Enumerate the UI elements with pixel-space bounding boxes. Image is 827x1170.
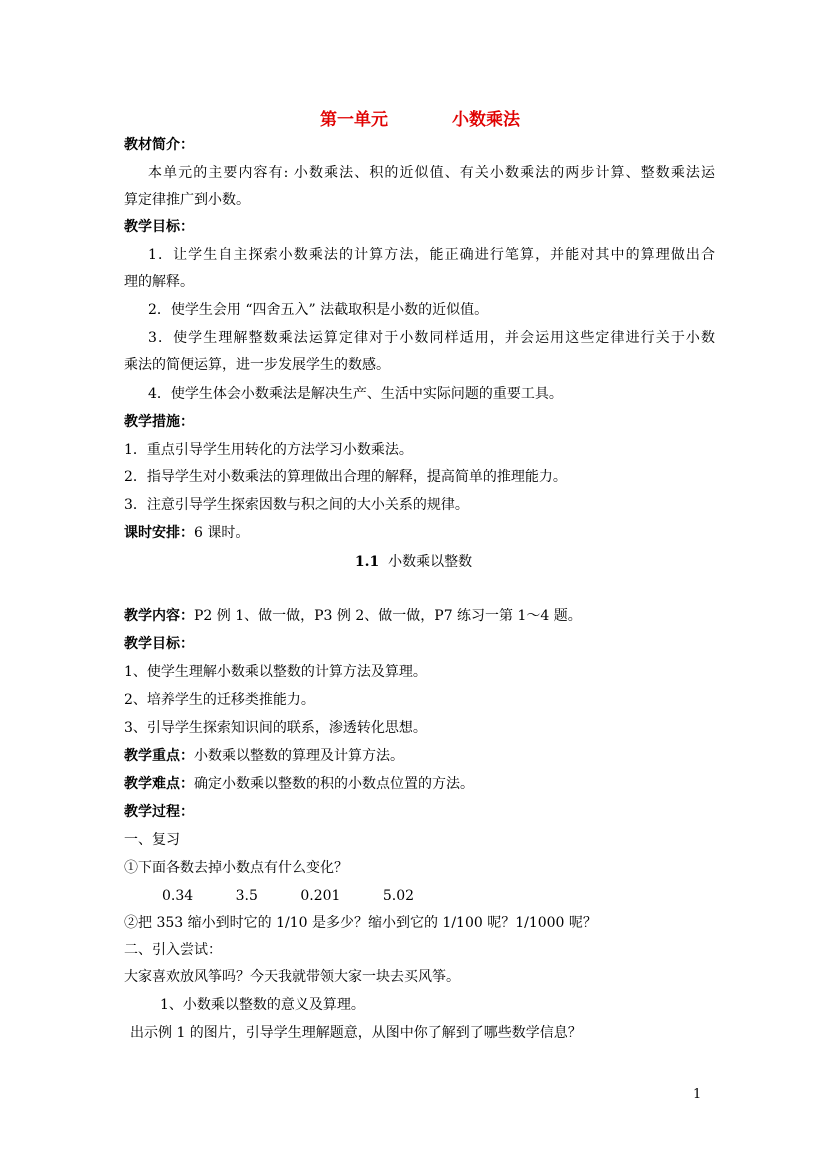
- lesson-difficult: [124, 775, 715, 793]
- unit-title-topic: 小数乘法: [452, 110, 520, 130]
- goal-1-line-1: 1．让学生自主探索小数乘法的计算方法，能正确进行笔算，并能对其中的算理做出合: [148, 247, 715, 263]
- intro-heading: 教材简介：: [124, 137, 194, 153]
- review-heading: 一、复习: [124, 832, 180, 848]
- measure-3: 3．注意引导学生探索因数与积之间的大小关系的规律。: [124, 497, 469, 513]
- measures-heading: 教学措施：: [124, 414, 194, 430]
- lesson-key-label: 教学重点：: [124, 748, 194, 764]
- lesson-goal-2: 2、培养学生的迁移类推能力。: [124, 692, 315, 708]
- lesson-number: 1.1: [354, 554, 380, 570]
- lesson-goal-3: 3、引导学生探索知识间的联系，渗透转化思想。: [124, 720, 427, 736]
- goal-3-line-2: 乘法的简便运算，进一步发展学生的数感。: [124, 357, 390, 373]
- unit-title-number: 第一单元: [320, 110, 388, 130]
- goal-4: 4．使学生体会小数乘法是解决生产、生活中实际问题的重要工具。: [148, 386, 563, 402]
- example-1-prompt: 出示例 1 的图片，引导学生理解题意，从图中你了解到了哪些数学信息？: [130, 1025, 582, 1041]
- page-number: 1: [693, 1087, 702, 1102]
- review-number: 3.5: [235, 888, 258, 904]
- review-number: 0.201: [300, 888, 341, 904]
- lesson-title-text: 小数乘以整数: [388, 554, 473, 570]
- review-numbers: [162, 887, 715, 905]
- lesson-title: [0, 553, 827, 571]
- process-heading: 教学过程：: [124, 804, 194, 820]
- goal-2: 2．使学生会用 “四舍五入” 法截取积是小数的近似值。: [148, 302, 489, 318]
- lesson-difficult-value: 确定小数乘以整数的积的小数点位置的方法。: [194, 776, 474, 792]
- lesson-content-value: P2 例 1、做一做，P3 例 2、做一做，P7 练习一第 1～4 题。: [194, 608, 582, 624]
- review-number: 0.34: [162, 888, 194, 904]
- schedule-value: 6 课时。: [194, 525, 250, 541]
- lesson-content-label: 教学内容：: [124, 608, 194, 624]
- lesson-key-value: 小数乘以整数的算理及计算方法。: [194, 748, 404, 764]
- measure-2: 2．指导学生对小数乘法的算理做出合理的解释，提高简单的推理能力。: [124, 469, 567, 485]
- review-question-1: ①下面各数去掉小数点有什么变化？: [124, 860, 348, 876]
- measure-1: 1．重点引导学生用转化的方法学习小数乘法。: [124, 442, 413, 458]
- lesson-goal-1: 1、使学生理解小数乘以整数的计算方法及算理。: [124, 664, 427, 680]
- goals-heading: 教学目标：: [124, 219, 194, 235]
- intro-line-2: 算定律推广到小数。: [124, 192, 250, 208]
- intro-line-1: 本单元的主要内容有: 小数乘法、积的近似值、有关小数乘法的两步计算、整数乘法运: [148, 165, 715, 181]
- lesson-content: [124, 607, 715, 625]
- intro-try-text: 大家喜欢放风筝吗？今天我就带领大家一块去买风筝。: [124, 969, 460, 985]
- goal-3-line-1: 3．使学生理解整数乘法运算定律对于小数同样适用，并会运用这些定律进行关于小数: [148, 330, 715, 346]
- schedule-label: 课时安排：: [124, 525, 194, 541]
- review-number: 5.02: [382, 888, 415, 904]
- unit-title: [320, 105, 520, 130]
- lesson-key: [124, 747, 715, 765]
- schedule: [124, 524, 715, 542]
- lesson-goals-heading: 教学目标：: [124, 636, 194, 652]
- subsection-1-heading: 1、小数乘以整数的意义及算理。: [160, 997, 365, 1013]
- intro-try-heading: 二、引入尝试：: [124, 942, 222, 958]
- goal-1-line-2: 理的解释。: [124, 274, 194, 290]
- review-question-2: ②把 353 缩小到时它的 1/10 是多少？缩小到它的 1/100 呢？1/1000 呢？: [124, 915, 597, 931]
- lesson-difficult-label: 教学难点：: [124, 776, 194, 792]
